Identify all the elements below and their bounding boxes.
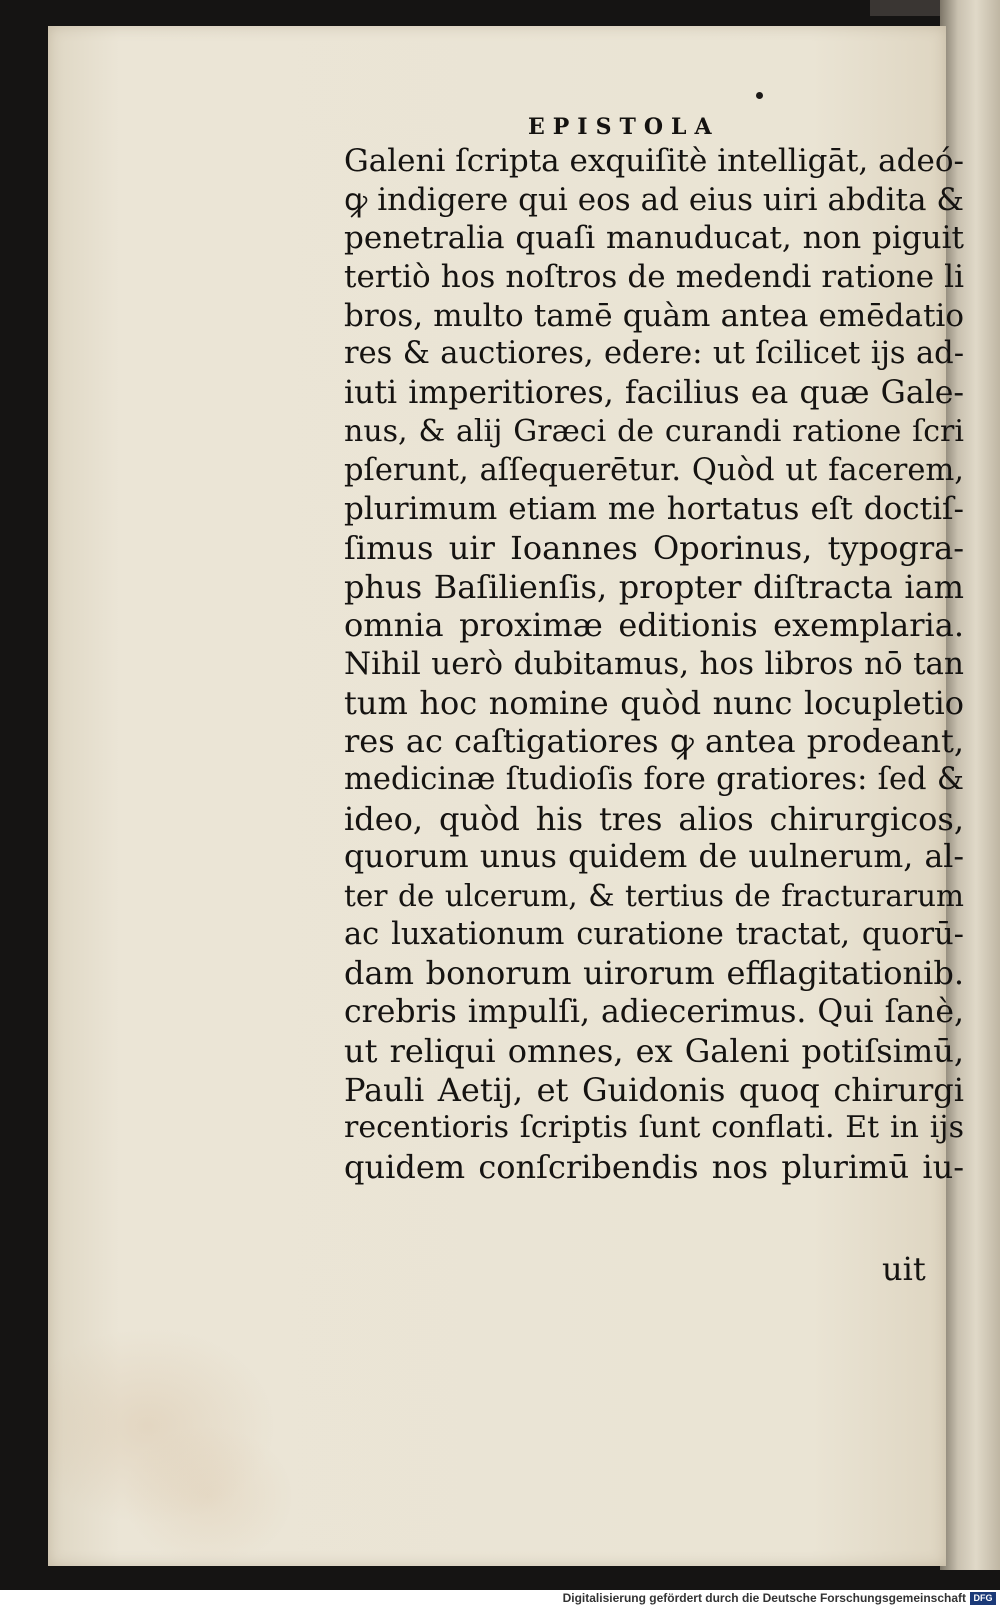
text-line: recentioris ſcriptis ſunt conflati. Et in ijs <box>344 1110 964 1146</box>
text-line: res & auctiores, edere: ut ſcilicet ijs ad- <box>344 336 964 372</box>
text-line: quorum unus quidem de uulnerum, al- <box>344 839 964 876</box>
text-line: iuti imperitiores, facilius ea quæ Gale- <box>344 375 964 412</box>
text-line: dam bonorum uirorum efflagitationib. <box>344 954 964 993</box>
text-line: omnia proximæ editionis exemplaria. <box>344 606 964 645</box>
text-line: pſerunt, aſſequerētur. Quòd ut facerem, <box>344 452 964 488</box>
footer-credit: Digitalisierung gefördert durch die Deutsche Forschungsgemeinschaft <box>562 1591 966 1605</box>
text-line: tertiò hos noſtros de medendi ratione li <box>344 259 964 296</box>
text-line: Galeni ſcripta exquiſitè intelligāt, adeó- <box>344 143 964 179</box>
text-line: penetralia quaſi manuducat, non piguit <box>344 220 964 257</box>
text-line: res ac caſtigatiores ꝙ antea prodeant, <box>344 722 964 761</box>
dfg-logo: DFG <box>970 1592 996 1605</box>
text-line: Pauli Aetij, et Guidonis quoq chirurgi <box>344 1070 964 1109</box>
text-line: tum hoc nomine quòd nunc locupletio <box>344 683 964 722</box>
book-page <box>48 26 964 1566</box>
text-line: bros, multo tamē quàm antea emēdatio <box>344 297 964 334</box>
text-line: ut reliqui omnes, ex Galeni potiſsimū, <box>344 1031 964 1070</box>
catchword: uit <box>882 1250 926 1288</box>
text-line: ter de ulcerum, & tertius de fracturarum <box>344 879 964 914</box>
ink-dot <box>756 92 763 99</box>
body-text <box>344 142 964 1187</box>
text-line: medicinæ ſtudioſis fore gratiores: ſed & <box>344 762 964 797</box>
text-line: crebris impulſi, adiecerimus. Qui ſanè, <box>344 994 964 1031</box>
footer-bar <box>0 1590 1000 1608</box>
text-line: plurimum etiam me hortatus eſt doctiſ- <box>344 491 964 528</box>
text-line: ideo, quòd his tres alios chirurgicos, <box>344 799 964 838</box>
running-head: EPISTOLA <box>528 114 720 140</box>
text-line: ſimus uir Ioannes Oporinus, typogra- <box>344 528 964 567</box>
text-line: nus, & alij Græci de curandi ratione ſcri <box>344 413 964 449</box>
text-line: phus Baſilienſis, propter diſtracta iam <box>344 567 964 606</box>
text-line: ꝙ indigere qui eos ad eius uiri abdita & <box>344 181 964 218</box>
text-line: Nihil uerò dubitamus, hos libros nō tan <box>344 645 964 682</box>
text-line: quidem conſcribendis nos plurimū iu- <box>344 1147 964 1186</box>
text-line: ac luxationum curatione tractat, quorū- <box>344 916 964 952</box>
